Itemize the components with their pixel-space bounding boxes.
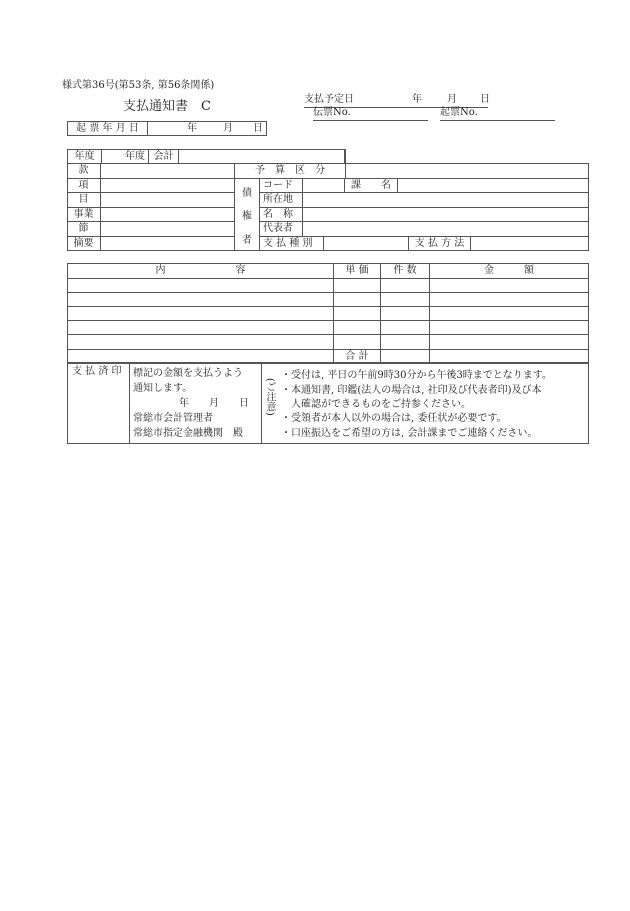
paid-stamp-area[interactable]: [67, 378, 128, 442]
budget-row-label: 摘要: [73, 238, 94, 249]
issue-date-month: 月: [223, 123, 233, 134]
budget-row-label: 款: [78, 165, 89, 176]
notice-line: 通知します。: [133, 383, 193, 394]
budget-input-tekiyo[interactable]: [101, 237, 234, 251]
budget-row-label: 節: [78, 223, 89, 234]
table-row[interactable]: [68, 321, 588, 334]
caution-line: ・受領者が本人以外の場合は, 委任状が必要です。: [281, 413, 507, 424]
notice-line: 常総市会計管理者: [133, 413, 213, 424]
representative-input[interactable]: [303, 222, 588, 236]
caution-line: ・本通知書, 印鑑(法人の場合は, 社印及び代表者印)及び本: [281, 385, 542, 396]
column-header-amount: 金 額: [484, 265, 534, 276]
budget-category-input[interactable]: [346, 164, 588, 178]
account-input[interactable]: [180, 150, 344, 163]
slip-no-field[interactable]: [313, 107, 428, 121]
table-row[interactable]: [68, 293, 588, 306]
name-input[interactable]: [303, 208, 588, 221]
representative-label: 代表者: [263, 223, 293, 234]
slip-no-label: 伝票No.: [313, 107, 351, 118]
payment-method-label: 支 払 方 法: [414, 238, 465, 249]
issue-date-box: [67, 121, 267, 136]
payment-date-year: 年: [412, 94, 422, 105]
issue-date-input[interactable]: [149, 122, 266, 135]
address-input[interactable]: [303, 193, 588, 207]
budget-input-jigyo[interactable]: [101, 208, 234, 221]
column-header-unit-price: 単 価: [345, 265, 369, 276]
budget-category-label: 予 算 区 分: [255, 165, 325, 176]
issue-date-year: 年: [187, 123, 197, 134]
column-header-quantity: 件 数: [393, 265, 417, 276]
fiscal-year-row: [67, 149, 345, 164]
budget-row-label: 事業: [73, 208, 94, 220]
total-quantity[interactable]: [381, 350, 429, 363]
budget-row-label: 目: [78, 194, 89, 205]
fiscal-year-unit: 年度: [125, 150, 145, 162]
notice-line: 常総市指定金融機関 殿: [133, 428, 243, 439]
payment-date-month: 月: [447, 94, 457, 105]
form-number: 様式第36号(第53条, 第56条関係): [62, 80, 215, 91]
code-input[interactable]: [303, 179, 344, 192]
creditor-char: 権: [242, 211, 252, 223]
notice-date: 年 月 日: [179, 398, 249, 409]
budget-input-kou[interactable]: [101, 179, 234, 192]
payment-date-day: 日: [480, 94, 490, 105]
caution-line: ・受付は, 平日の午前9時30分から午後3時までとなります。: [281, 370, 553, 381]
creditor-label: [235, 180, 259, 250]
budget-input-setsu[interactable]: [101, 222, 234, 236]
issue-date-label: 起 票 年 月 日: [68, 122, 148, 135]
code-label: コード: [263, 179, 293, 191]
caution-label: (ご注意): [264, 378, 275, 416]
table-row[interactable]: [68, 307, 588, 320]
table-row[interactable]: [68, 335, 588, 349]
name-label: 名 称: [263, 208, 293, 220]
creditor-char: 債: [242, 188, 252, 200]
fiscal-year-input[interactable]: [102, 150, 149, 163]
payment-method-input[interactable]: [471, 237, 588, 251]
creditor-char: 者: [242, 234, 252, 246]
payment-type-input[interactable]: [324, 237, 408, 251]
section-label: 課 名: [351, 179, 391, 191]
budget-input-moku[interactable]: [101, 193, 234, 207]
caution-line: ・口座振込をご希望の方は, 会計課までご連絡ください。: [281, 428, 538, 439]
caution-line: 人確認ができるものをご持参ください。: [281, 399, 471, 410]
payment-type-label: 支 払 種 別: [263, 238, 313, 249]
total-label: 合 計: [345, 350, 369, 362]
page-title: 支払通知書 C: [123, 99, 211, 114]
issue-date-day: 日: [253, 123, 263, 134]
fiscal-year-label: 年度: [68, 150, 102, 163]
budget-input-kan[interactable]: [101, 164, 234, 178]
payment-date-field[interactable]: [304, 94, 488, 108]
total-amount[interactable]: [430, 350, 588, 363]
budget-row-label: 項: [78, 179, 89, 191]
notice-line: 標記の金額を支払うよう: [133, 368, 243, 379]
origin-no-label: 起票No.: [440, 107, 478, 118]
payment-date-label: 支払予定日: [304, 94, 354, 105]
section-input[interactable]: [398, 179, 588, 192]
column-header-content: 内 容: [155, 265, 246, 276]
origin-no-field[interactable]: [440, 107, 555, 121]
table-row[interactable]: [68, 279, 588, 292]
paid-stamp-label: 支 払 済 印: [72, 366, 122, 377]
address-label: 所在地: [263, 194, 293, 205]
account-label: 会計: [149, 150, 179, 163]
